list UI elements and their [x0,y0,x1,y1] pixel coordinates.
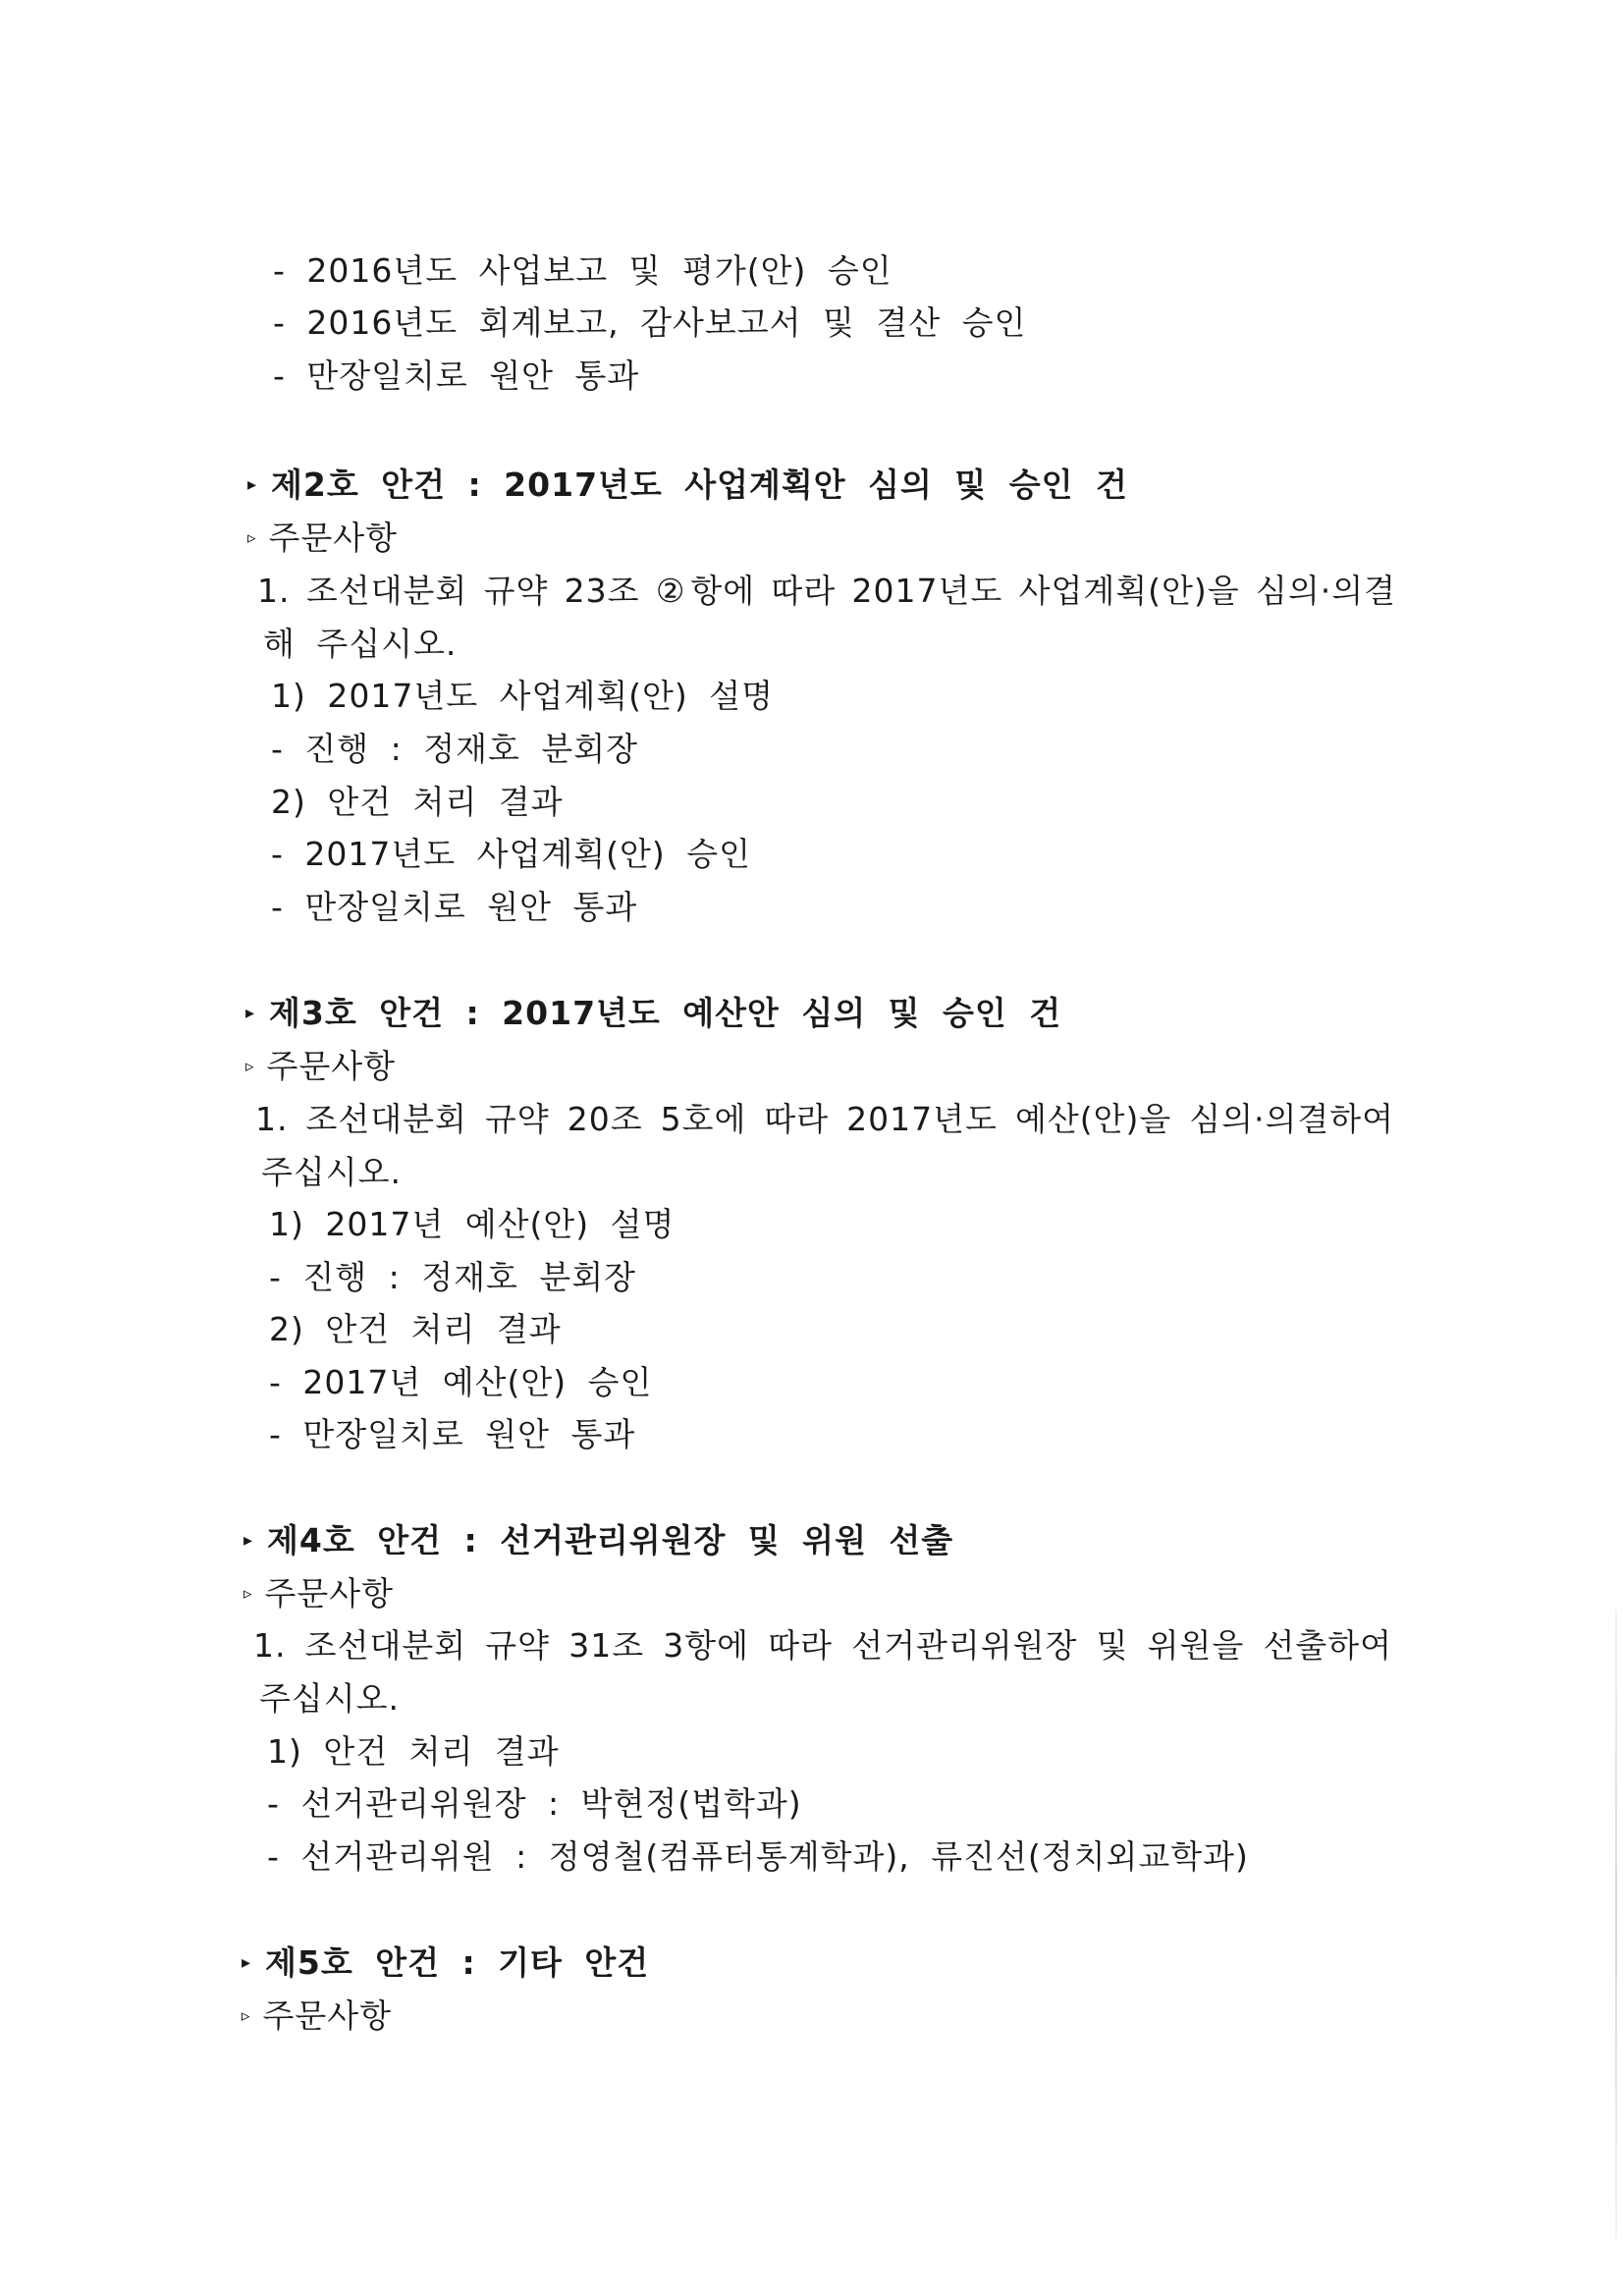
sub-item-line: - 진행 : 정재호 분회장 [269,1258,637,1296]
order-subheading-text: 주문사항 [268,519,399,557]
bullet-line: - 2016년도 사업보고 및 평가(안) 승인 [273,251,893,290]
order-subheading [245,1047,396,1086]
bullet-line: - 2016년도 회계보고, 감사보고서 및 결산 승인 [273,303,1027,342]
triangle-bullet-icon: ▸ [247,474,258,495]
scan-edge-shadow [1615,1611,1617,2239]
agenda-heading-text: 제2호 안건 : 2017년도 사업계획안 심의 및 승인 건 [271,465,1128,504]
sub-item-line: - 선거관리위원 : 정영철(컴퓨터통계학과), 류진선(정치외교학과) [267,1837,1249,1876]
sub-item-line: 1) 2017년 예산(안) 설명 [269,1205,676,1243]
sub-item-line: - 만장일치로 원안 통과 [269,1415,636,1453]
resolution-paragraph-line: 1. 조선대분회 규약 20조 5호에 따라 2017년도 예산(안)을 심의·의결하여 [255,1100,1394,1138]
order-subheading [242,1996,392,2036]
hollow-triangle-icon: ▹ [243,1584,253,1604]
triangle-bullet-icon: ▸ [243,1530,254,1551]
order-subheading-text: 주문사항 [264,1574,395,1613]
order-subheading [247,519,398,558]
agenda-heading-text: 제4호 안건 : 선거관리위원장 및 위원 선출 [267,1521,954,1559]
triangle-bullet-icon: ▸ [245,1003,256,1023]
resolution-paragraph-line: 해 주십시오. [263,625,458,663]
sub-item-line: 1) 안건 처리 결과 [267,1732,560,1771]
triangle-bullet-icon: ▸ [242,1952,252,1973]
sub-item-line: 1) 2017년도 사업계획(안) 설명 [271,677,774,715]
agenda-heading [247,465,1128,505]
resolution-paragraph-line: 1. 조선대분회 규약 31조 3항에 따라 선거관리위원장 및 위원을 선출하여 [253,1626,1392,1665]
sub-item-line: - 2017년 예산(안) 승인 [269,1363,653,1401]
hollow-triangle-icon: ▹ [242,2006,251,2026]
bullet-line: - 만장일치로 원안 통과 [273,356,640,395]
resolution-paragraph-line: 주십시오. [259,1679,401,1718]
hollow-triangle-icon: ▹ [247,528,257,548]
order-subheading-text: 주문사항 [262,1996,393,2035]
agenda-heading-text: 제5호 안건 : 기타 안건 [265,1943,650,1982]
order-subheading [243,1574,394,1613]
agenda-heading [245,994,1061,1033]
sub-item-line: - 만장일치로 원안 통과 [271,888,638,926]
order-subheading-text: 주문사항 [266,1047,397,1085]
agenda-heading-text: 제3호 안건 : 2017년도 예산안 심의 및 승인 건 [269,994,1062,1032]
hollow-triangle-icon: ▹ [245,1057,255,1076]
resolution-paragraph-line: 주십시오. [261,1153,403,1191]
resolution-paragraph-line: 1. 조선대분회 규약 23조 ②항에 따라 2017년도 사업계획(안)을 심의·의결 [257,572,1396,610]
sub-item-line: - 선거관리위원장 : 박현정(법학과) [267,1784,802,1823]
agenda-heading [242,1943,649,1983]
sub-item-line: - 2017년도 사업계획(안) 승인 [271,835,752,873]
sub-item-line: - 진행 : 정재호 분회장 [271,730,639,768]
sub-item-line: 2) 안건 처리 결과 [271,783,564,821]
agenda-heading [243,1521,953,1560]
sub-item-line: 2) 안건 처리 결과 [269,1310,562,1348]
